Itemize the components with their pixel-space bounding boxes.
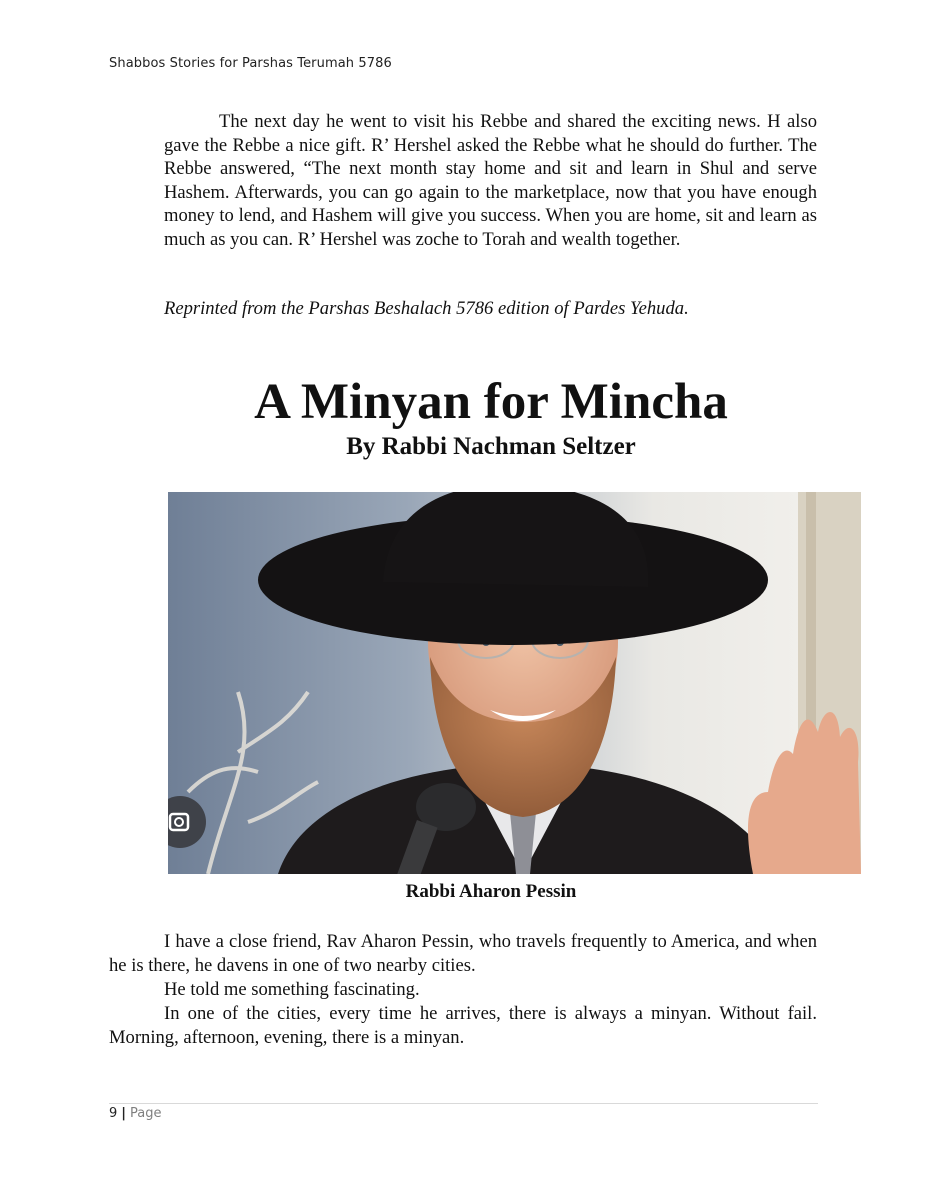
page-footer	[109, 1106, 162, 1121]
article-byline: By Rabbi Nachman Seltzer	[346, 433, 636, 460]
page-label: Page	[130, 1106, 162, 1121]
photo-caption: Rabbi Aharon Pessin	[405, 881, 577, 902]
footer-divider	[109, 1103, 818, 1104]
reprint-note: Reprinted from the Parshas Beshalach 5786 edition of Pardes Yehuda.	[164, 298, 689, 319]
article-paragraph: He told me something fascinating.	[164, 979, 420, 1000]
article-paragraph: In one of the cities, every time he arrives, there is always a minyan. Without fail. Morning, afternoon, evening, there is a minyan.	[109, 1003, 817, 1048]
page-number: 9	[109, 1106, 118, 1121]
rabbi-photo	[168, 492, 861, 874]
article-paragraph: I have a close friend, Rav Aharon Pessin, who travels frequently to America, and when he is there, he davens in one of two nearby cities.	[109, 931, 817, 976]
article-body	[109, 930, 817, 1050]
article-title: A Minyan for Mincha	[254, 374, 728, 430]
footer-separator: |	[121, 1106, 127, 1121]
story1-paragraph: The next day he went to visit his Rebbe and shared the exciting news. H also gave the Rebbe a nice gift. R’ Hershel asked the Rebbe what he should do further. The Rebbe answered, “The next month stay home and sit and learn in Shul and serve Hashem. Afterwards, you can go again to the marketplace, now that you have enough money to lend, and Hashem will give you success. When you are home, sit and learn as much as you can. R’ Hershel was zoche to Torah and wealth together.	[164, 111, 817, 250]
running-header: Shabbos Stories for Parshas Terumah 5786	[109, 56, 392, 71]
